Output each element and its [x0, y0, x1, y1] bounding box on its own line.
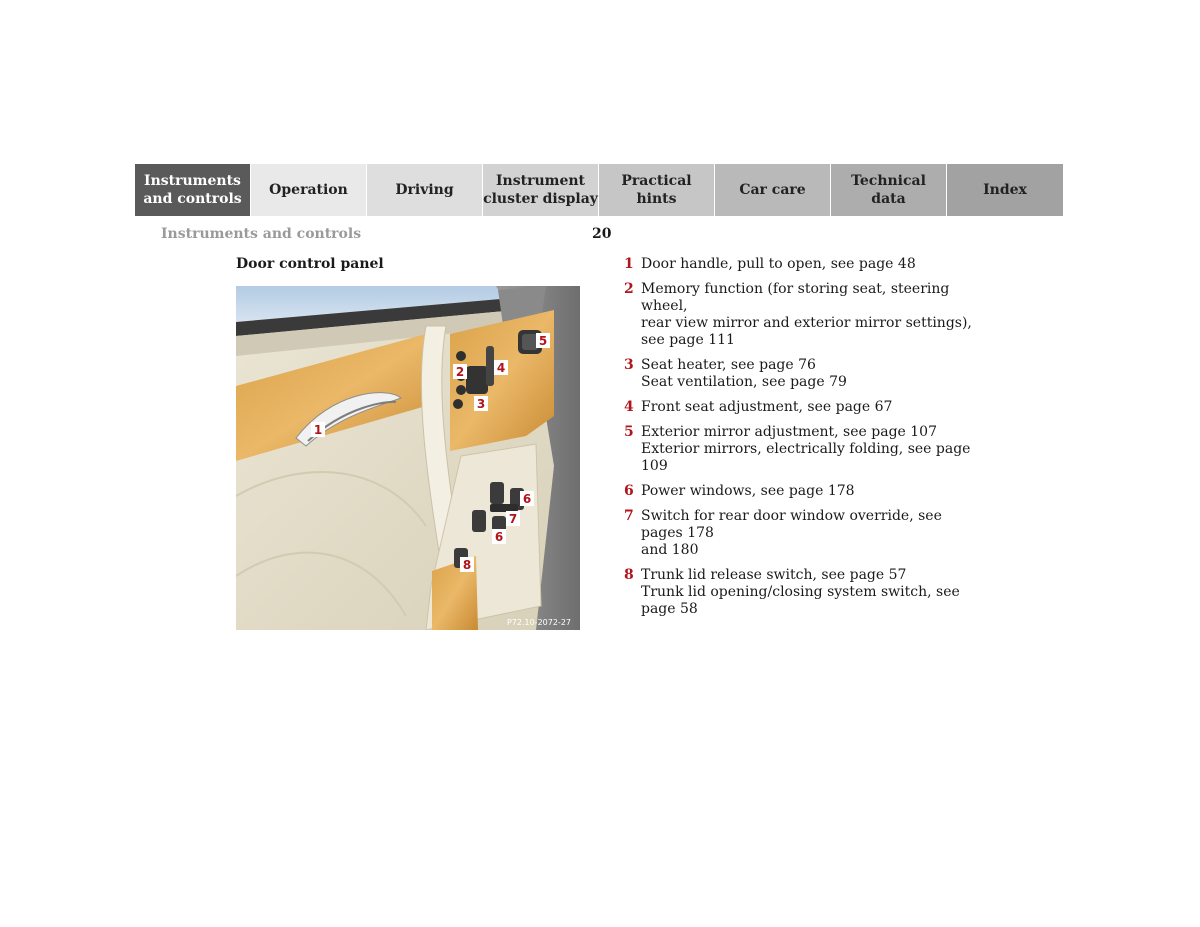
item-number: 1 — [624, 256, 634, 272]
item-number: 4 — [624, 399, 634, 415]
legend-list — [624, 256, 984, 626]
callout-7: 7 — [508, 512, 518, 526]
section-title: Instruments and controls — [161, 226, 362, 242]
item-number: 7 — [624, 508, 634, 524]
chapter-navigation — [135, 164, 1065, 216]
callout-1: 1 — [313, 423, 323, 437]
tab-operation[interactable]: Operation — [251, 164, 367, 216]
list-item — [624, 567, 984, 618]
tab-instruments-and-controls[interactable]: Instruments and controls — [135, 164, 251, 216]
tab-car-care[interactable]: Car care — [715, 164, 831, 216]
tab-technical-data[interactable]: Technical data — [831, 164, 947, 216]
door-panel-illustration — [236, 286, 580, 630]
tab-index[interactable]: Index — [947, 164, 1063, 216]
list-item — [624, 357, 984, 391]
list-item — [624, 256, 984, 273]
item-text: Trunk lid release switch, see page 57 Trunk lid opening/closing system switch, see page 58 — [641, 567, 960, 617]
item-text: Front seat adjustment, see page 67 — [641, 399, 893, 415]
tab-driving[interactable]: Driving — [367, 164, 483, 216]
item-number: 2 — [624, 281, 634, 297]
callout-2: 2 — [455, 365, 465, 379]
item-text: Seat heater, see page 76 Seat ventilation, see page 79 — [641, 357, 847, 390]
item-text: Power windows, see page 178 — [641, 483, 855, 499]
list-item — [624, 424, 984, 475]
item-text: Memory function (for storing seat, steering wheel, rear view mirror and exterior mirror settings), see page 111 — [641, 281, 972, 348]
item-number: 5 — [624, 424, 634, 440]
callout-4: 4 — [496, 361, 506, 375]
item-text: Door handle, pull to open, see page 48 — [641, 256, 916, 272]
callout-8: 8 — [462, 558, 472, 572]
item-text: Switch for rear door window override, see pages 178 and 180 — [641, 508, 942, 558]
content-heading: Door control panel — [236, 256, 384, 272]
list-item — [624, 399, 984, 416]
page-number: 20 — [592, 226, 612, 242]
tab-instrument-cluster-display[interactable]: Instrument cluster display — [483, 164, 599, 216]
figure-code: P72.10-2072-27 — [506, 618, 571, 627]
callout-6a: 6 — [522, 492, 532, 506]
item-number: 8 — [624, 567, 634, 583]
item-number: 3 — [624, 357, 634, 373]
item-text: Exterior mirror adjustment, see page 107 Exterior mirrors, electrically folding, see page 109 — [641, 424, 971, 474]
list-item — [624, 483, 984, 500]
callout-3: 3 — [476, 397, 486, 411]
callout-5: 5 — [538, 334, 548, 348]
list-item — [624, 281, 984, 349]
door-panel-drawing — [236, 286, 580, 630]
tab-practical-hints[interactable]: Practical hints — [599, 164, 715, 216]
list-item — [624, 508, 984, 559]
item-number: 6 — [624, 483, 634, 499]
callout-6b: 6 — [494, 530, 504, 544]
